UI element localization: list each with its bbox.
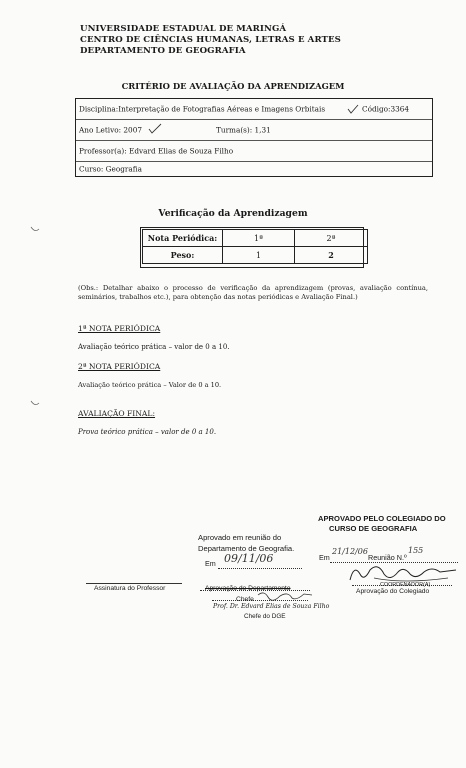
observation-note: (Obs.: Detalhar abaixo o processo de verificação da aprendizagem (provas, avaliação contínua, seminários, trabalhos etc.), para obtenção das notas periódicas e Avaliação Final.) — [78, 284, 428, 301]
year-row — [76, 120, 432, 141]
margin-mark — [30, 226, 40, 234]
professor-name: Professor(a): Edvard Elias de Souza Filho — [79, 146, 234, 156]
weight-label: Peso: — [143, 247, 223, 264]
grades-table — [142, 229, 368, 264]
checkmark-icon — [148, 123, 162, 134]
section-1-text: Avaliação teórico prática – valor de 0 a 10. — [78, 343, 230, 351]
university-name: UNIVERSIDADE ESTADUAL DE MARINGÁ — [80, 24, 287, 34]
coordinator-label: COORDENADOR(A) — [380, 582, 431, 588]
academic-year: Ano Letivo: 2007 — [79, 125, 142, 135]
board-approval-heading — [318, 514, 446, 534]
margin-mark — [30, 400, 40, 408]
course-info-box — [75, 98, 433, 177]
stamp-name: Prof. Dr. Edvard Elias de Souza Filho — [213, 603, 330, 610]
section-2-title: 2ª NOTA PERIÓDICA — [78, 362, 161, 371]
final-text: Prova teórico prática – valor de 0 a 10. — [78, 428, 217, 436]
board-meeting-label: Reunião N.º — [368, 553, 407, 562]
dept-line1: Aprovado em reunião do — [198, 533, 282, 542]
checkmark-icon — [347, 104, 359, 114]
professor-row — [76, 141, 432, 162]
board-date-label: Em — [319, 553, 330, 562]
course-row — [76, 162, 432, 176]
document-title: CRITÉRIO DE AVALIAÇÃO DA APRENDIZAGEM — [121, 81, 345, 91]
dept-date-line — [218, 568, 302, 569]
board-line1: APROVADO PELO COLEGIADO DO — [318, 514, 446, 523]
board-date-handwritten: 21/12/06 — [332, 547, 368, 556]
final-title: AVALIAÇÃO FINAL: — [78, 409, 156, 418]
center-name: CENTRO DE CIÊNCIAS HUMANAS, LETRAS E ARTES — [80, 35, 341, 45]
board-approval-label: Aprovação do Colegiado — [356, 588, 430, 595]
weight-second: 2 — [295, 247, 368, 264]
department-approval — [198, 532, 294, 554]
chefe-label: Chefe — [236, 596, 254, 603]
period-label: Nota Periódica: — [143, 230, 223, 247]
discipline-text: Disciplina:Interpretação de Fotografias Aéreas e Imagens Orbitais — [79, 104, 326, 114]
grades-row-weight — [143, 247, 368, 264]
discipline-code: Código:3364 — [362, 104, 410, 114]
institution-header — [80, 24, 341, 57]
chefe-line — [212, 600, 308, 601]
dept-date-handwritten: 09/11/06 — [224, 552, 274, 565]
discipline-row — [76, 99, 432, 120]
course-name: Curso: Geografia — [79, 164, 142, 174]
verification-title: Verificação da Aprendizagem — [158, 208, 308, 219]
section-1-title: 1ª NOTA PERIÓDICA — [78, 324, 161, 333]
period-second: 2ª — [295, 230, 368, 247]
professor-signature-line — [86, 583, 182, 584]
professor-signature-label: Assinatura do Professor — [94, 585, 166, 592]
board-line2: CURSO DE GEOGRAFIA — [329, 524, 418, 533]
period-first: 1ª — [223, 230, 295, 247]
weight-first: 1 — [223, 247, 295, 264]
board-meeting-number: 155 — [408, 546, 424, 555]
dept-approval-label: Aprovação do Departamento — [205, 585, 291, 592]
dept-line2: Departamento de Geografia. — [198, 544, 295, 553]
department-name: DEPARTAMENTO DE GEOGRAFIA — [80, 46, 246, 56]
grades-row-period — [143, 230, 368, 247]
classes-text: Turma(s): 1,31 — [216, 125, 271, 135]
dept-date-label: Em — [205, 559, 216, 568]
section-2-text: Avaliação teórico prática – Valor de 0 a 10. — [78, 381, 222, 389]
stamp-role: Chefe do DGE — [244, 613, 286, 620]
